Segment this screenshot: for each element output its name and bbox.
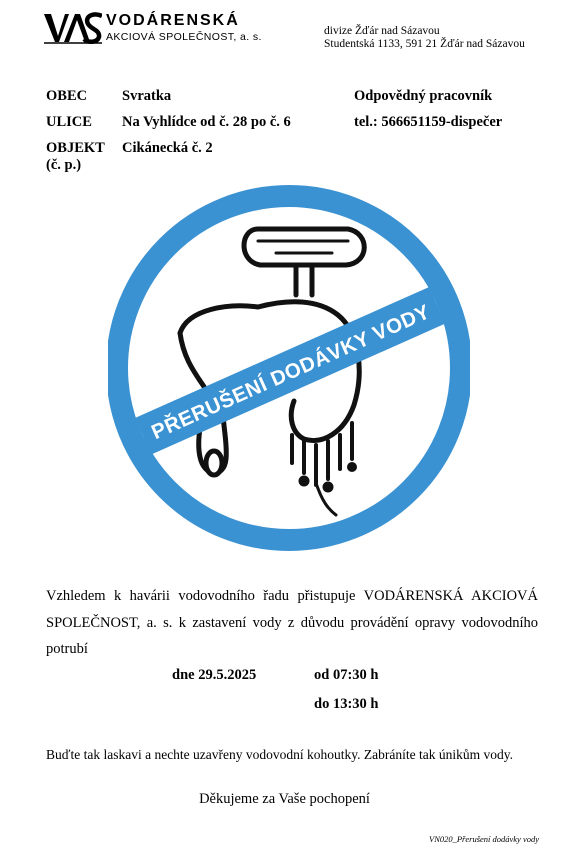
notice-date: dne 29.5.2025: [172, 667, 257, 683]
thanks-note: Děkujeme za Vaše pochopení: [199, 791, 370, 807]
objekt-label: OBJEKT: [46, 140, 105, 156]
division-name: divize Žďár nad Sázavou: [324, 25, 440, 37]
objekt-value: Cikánecká č. 2: [122, 140, 213, 156]
company-subtitle: AKCIOVÁ SPOLEČNOST, a. s.: [106, 31, 262, 43]
company-logo: [44, 10, 102, 44]
company-name: VODÁRENSKÁ: [106, 12, 240, 29]
objekt-sublabel: (č. p.): [46, 157, 82, 173]
document-code: VN020_Přerušení dodávky vody: [429, 834, 539, 844]
notice-paragraph: Vzhledem k havárii vodovodního řadu přistupuje VODÁRENSKÁ AKCIOVÁ SPOLEČNOST, a. s. k zastavení vody z důvodu provádění opravy vodovodního potrubí: [46, 588, 538, 657]
contact-phone: tel.: 566651159-dispečer: [354, 114, 503, 130]
division-address: Studentská 1133, 591 21 Žďár nad Sázavou: [324, 38, 525, 50]
ulice-value: Na Vyhlídce od č. 28 po č. 6: [122, 114, 291, 130]
obec-value: Svratka: [122, 88, 172, 104]
contact-label: Odpovědný pracovník: [354, 88, 493, 104]
request-note: Buďte tak laskavi a nechte uzavřeny vodovodní kohoutky. Zabráníte tak únikům vody.: [46, 747, 513, 762]
ulice-label: ULICE: [46, 114, 92, 130]
obec-label: OBEC: [46, 88, 88, 104]
water-interruption-sign: [108, 183, 470, 553]
sign-banner-text: PŘERUŠENÍ DODÁVKY VODY: [148, 300, 434, 445]
time-from: od 07:30 h: [314, 667, 379, 683]
time-to: do 13:30 h: [314, 696, 379, 712]
